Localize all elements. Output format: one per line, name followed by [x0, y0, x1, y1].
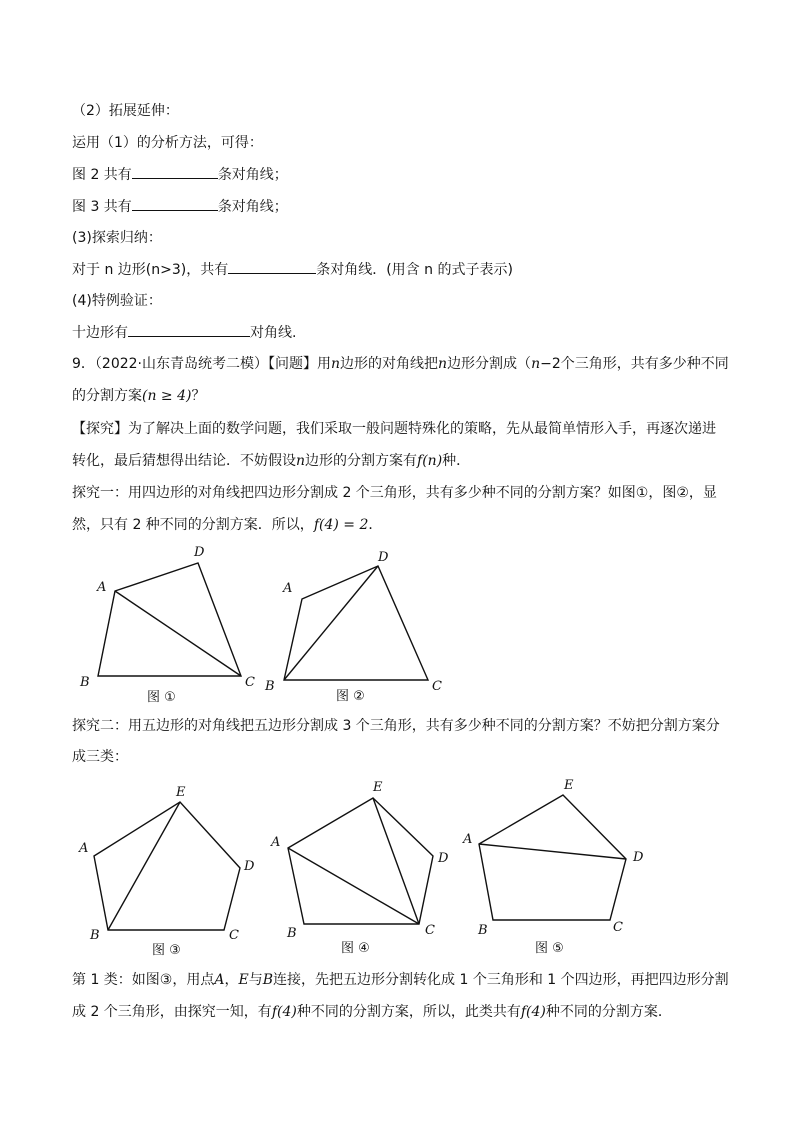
text-span: 与 [248, 972, 263, 988]
diagonal-ec [373, 798, 419, 924]
text-span: 对角线. [250, 325, 297, 341]
point-label-a: A [97, 580, 107, 595]
point-label-a: A [463, 832, 473, 847]
diagonal-eb [108, 802, 180, 930]
figure-4 [270, 780, 449, 956]
text-span: 成三类： [72, 749, 128, 765]
point-label-c: C [229, 928, 239, 943]
point-label-d: D [194, 545, 205, 560]
text-span: 种不同的分割方案，所以，此类共有 [296, 1004, 521, 1020]
pentagon-outline [479, 795, 626, 920]
text-span: 探究一：用四边形的对角线把四边形分割成 2 个三角形，共有多少种不同的分割方案？如图①，图②，显 [72, 485, 717, 501]
point-label-e: E [176, 785, 186, 800]
text-span: 成 2 个三角形，由探究一知，有 [72, 1004, 272, 1020]
text-span: 转化，最后猜想得出结论．不妨假设 [72, 453, 296, 469]
math-expr: f(4) = 2 [313, 517, 369, 533]
point-label-a: A [271, 835, 281, 850]
diagonal-bd [284, 566, 378, 680]
figure-3 [78, 785, 255, 958]
point-label-a: A [79, 841, 89, 856]
text-span: 十边形有 [72, 325, 128, 341]
text-span: 边形的分割方案有 [305, 453, 418, 469]
text-span: 【探究】为了解决上面的数学问题，我们采取一般问题特殊化的策略，先从最简单情形入手，再逐次递进 [72, 421, 716, 437]
quadrilateral-outline [98, 563, 241, 676]
point-label-e: E [564, 778, 574, 793]
diagonal-ad [479, 844, 626, 859]
text-span: 9．（2022·山东青岛统考二模）【问题】用 [72, 356, 331, 372]
text-span: 探究二：用五边形的对角线把五边形分割成 3 个三角形，共有多少种不同的分割方案？不妨把分割方案分 [72, 718, 720, 734]
text-span: 条对角线； [217, 199, 288, 215]
pentagon-outline [94, 802, 240, 930]
figure-caption: 图 ① [147, 690, 176, 705]
point-label-b: B [265, 679, 275, 694]
text-span: −2个三角形，共有多少种不同 [540, 356, 729, 372]
math-var: n [531, 356, 541, 372]
figure-caption: 图 ③ [152, 943, 181, 958]
text-span: 边形的对角线把 [340, 356, 439, 372]
heading-induction: (3)探索归纳： [72, 230, 162, 246]
math-var: n [331, 356, 341, 372]
figure-caption: 图 ② [336, 689, 365, 704]
text-span: 对于 n 边形(n>3)，共有 [72, 262, 229, 278]
math-expr: f(4) [520, 1004, 546, 1020]
figure-1 [79, 545, 255, 705]
point-label-c: C [425, 923, 435, 938]
point-label-b: B [287, 926, 297, 941]
text-span: 运用（1）的分析方法，可得： [72, 135, 263, 151]
point-label-c: C [613, 920, 623, 935]
text-span: ． [368, 517, 383, 533]
point-label-b: B [478, 923, 488, 938]
quadrilateral-outline [284, 566, 428, 680]
math-expr: (n ≥ 4) [142, 388, 192, 404]
math-var: n [438, 356, 448, 372]
text-span: ？ [191, 388, 206, 404]
math-expr: f(n) [417, 453, 443, 469]
text-span: 条对角线； [217, 167, 288, 183]
math-var: B [262, 972, 274, 988]
math-expr: f(4) [271, 1004, 297, 1020]
point-label-a: A [283, 581, 293, 596]
text-span: 种． [442, 453, 471, 469]
text-span: ， [224, 972, 239, 988]
text-span: 图 3 共有 [72, 199, 132, 215]
text-span: 连接，先把五边形分割转化成 1 个三角形和 1 个四边形，再把四边形分割 [273, 972, 729, 988]
text-span: 条对角线．(用含 n 的式子表示) [316, 262, 513, 278]
text-span: 边形分割成（ [447, 356, 532, 372]
point-label-d: D [633, 850, 644, 865]
point-label-d: D [244, 859, 255, 874]
point-label-d: D [438, 851, 449, 866]
text-span: 然，只有 2 种不同的分割方案．所以， [72, 517, 314, 533]
figure-caption: 图 ④ [341, 941, 370, 956]
point-label-c: C [432, 679, 442, 694]
text-span: 第 1 类：如图③，用点 [72, 972, 215, 988]
math-var: E [238, 972, 249, 988]
diagonal-ac [115, 591, 241, 676]
diagonal-ac [288, 848, 419, 924]
heading-verification: (4)特例验证： [72, 293, 162, 309]
text-span: 的分割方案 [72, 388, 142, 404]
point-label-b: B [90, 928, 100, 943]
point-label-d: D [378, 550, 389, 565]
heading-extension: （2）拓展延伸： [72, 103, 179, 119]
figure-2 [264, 550, 442, 704]
point-label-c: C [245, 675, 255, 690]
figure-caption: 图 ⑤ [535, 941, 564, 956]
point-label-e: E [373, 780, 383, 795]
point-label-b: B [80, 675, 90, 690]
math-var: n [296, 453, 306, 469]
figure-5 [462, 778, 644, 956]
text-span: 图 2 共有 [72, 167, 132, 183]
math-var: A [214, 972, 225, 988]
text-span: 种不同的分割方案． [545, 1004, 672, 1020]
